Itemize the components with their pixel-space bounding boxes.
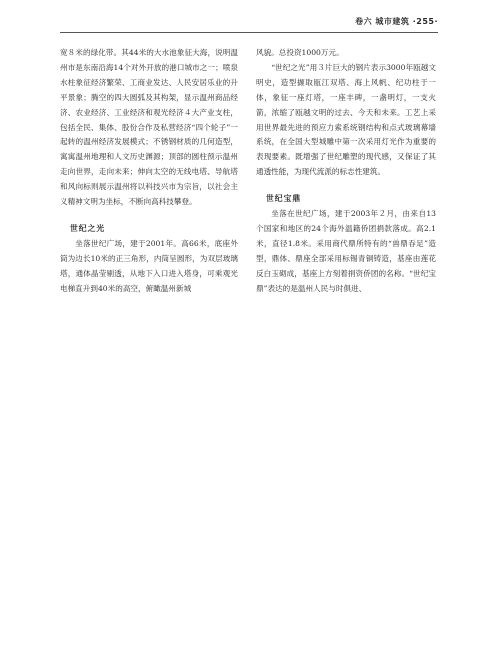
left-paragraph-shiji-zhiguang: 坐落世纪广场，建于2001年。高66米，底座外筒为边长10米的正三角形，内筒呈圆形，为双层玻璃塔，通体晶莹剔透，从地下入口进入塔身，可乘观光电梯直升到40米的高空，俯瞰温州新城 bbox=[60, 238, 238, 293]
section-title-shiji-zhiguang: 世纪之光 bbox=[70, 223, 106, 233]
left-paragraph-continued: 宽８米的绿化带。其44米的大水池象征大海，说明温州市是东南沿海14个对外开放的港口城市之一；喷泉水柱象征经济繁荣、工商业发达、人民安居乐业的升平景象；腾空的四大圆弧及其构架，显示温州商品经济、农业经济、工业经济和观光经济４大产业支柱，包括全民、集体、股份合作及私营经济“四个轮子”一起转的温州经济发展模式；不锈钢材质的几何造型，寓寓温州地理和人文历史渊源；顶部的圆柱预示温州走向世界，走向未来；伸向太空的无线电塔、导航塔和风向标则展示温州将以科技兴市为宗旨，以社会主义精神文明为坐标，不断向高科技攀登。 bbox=[60, 48, 238, 207]
running-head: 卷六 城市建筑 ·255· bbox=[355, 17, 438, 26]
right-paragraph-continued: 风貌。总投资1000万元。 bbox=[256, 48, 344, 57]
right-paragraph-description: “世纪之光”用３片巨大的钢片表示3000年瓯越文明史，造型撷取瓯江双塔、海上风帆、纪功柱于一体，象征一座灯塔，一座丰碑，一盏明灯，一支火箭，浓缩了瓯越文明的过去、今天和未来。工艺上采用世界最先进的预应力索系统钢结构和点式玻璃幕墙系统，在全国大型城雕中第一次采用灯光作为重要的表现要素。既增强了世纪雕塑的现代感，又保证了其通透性能，为现代流派的标志性建筑。 bbox=[256, 62, 436, 177]
right-column bbox=[256, 46, 436, 297]
right-paragraph-shiji-baoding: 坐落在世纪广场，建于2003年２月，由来自13个国家和地区的24个海外温籍侨团捐款落成。高2.1米，直径1.8米。采用商代鼎所特有的“兽鼎吞足”造型，鼎体、鼎座全部采用标锡青铜铸造，基座由莲花反白玉砌成，基座上方刻着捐资侨团的名称。“世纪宝鼎”表达的是温州人民与时俱进、 bbox=[256, 209, 436, 293]
left-column bbox=[60, 46, 238, 297]
page-header bbox=[60, 14, 438, 33]
section-title-shiji-baoding: 世纪宝鼎 bbox=[266, 194, 302, 204]
